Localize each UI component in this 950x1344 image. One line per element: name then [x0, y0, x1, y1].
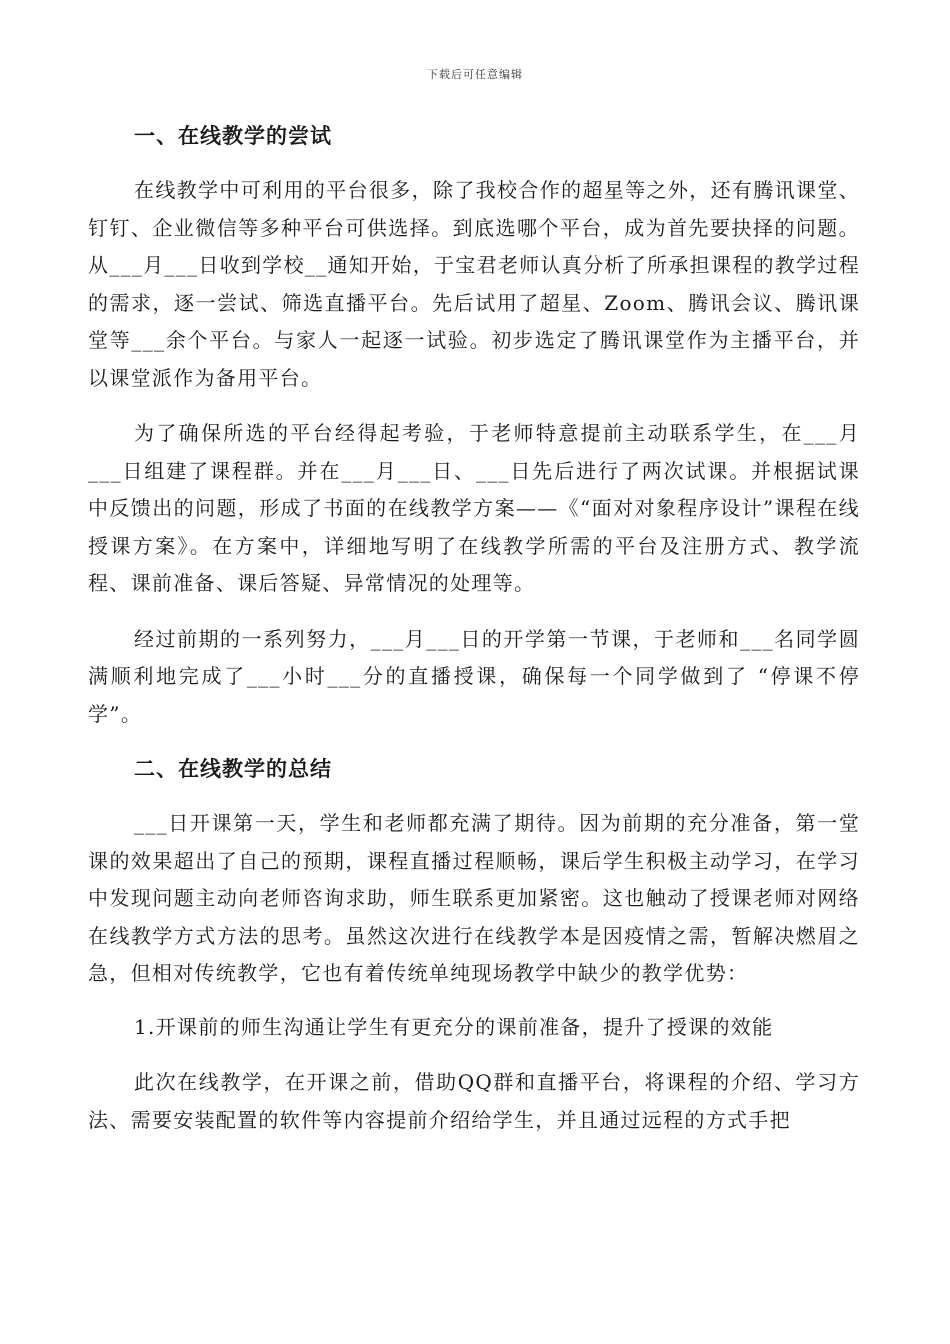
paragraph-first-lesson: 经过前期的一系列努力，___月___日的开学第一节课，于老师和___名同学圆满顺利地完成了___小时___分的直播授课，确保每一个同学做到了 “停课不停学”。: [88, 626, 860, 726]
section-heading-trial: 一、在线教学的尝试: [134, 124, 332, 148]
paragraph-first-day: ___日开课第一天，学生和老师都充满了期待。因为前期的充分准备，第一堂课的效果超出了自己的预期，课程直播过程顺畅，课后学生积极主动学习，在学习中发现问题主动向老师咨询求助，师生联系更加紧密。这也触动了授课老师对网络在线教学方式方法的思考。虽然这次进行在线教学本是因疫情之需，暂解决燃眉之急，但相对传统教学，它也有着传统单纯现场教学中缺少的教学优势：: [88, 811, 860, 985]
section-heading-summary: 二、在线教学的总结: [134, 757, 332, 781]
paragraph-trial-lessons: 为了确保所选的平台经得起考验，于老师特意提前主动联系学生，在___月___日组建了课程群。并在___月___日、___日先后进行了两次试课。并根据试课中反馈出的问题，形成了书面的在线教学方案——《“面对对象程序设计”课程在线授课方案》。在方案中，详细地写明了在线教学所需的平台及注册方式、教学流程、课前准备、课后答疑、异常情况的处理等。: [88, 421, 860, 595]
paragraph-platform-selection: 在线教学中可利用的平台很多，除了我校合作的超星等之外，还有腾讯课堂、钉钉、企业微信等多种平台可供选择。到底选哪个平台，成为首先要抉择的问题。从___月___日收到学校__通知开始，于宝君老师认真分析了所承担课程的教学过程的需求，逐一尝试、筛选直播平台。先后试用了超星、Zoom、腾讯会议、腾讯课堂等___余个平台。与家人一起逐一试验。初步选定了腾讯课堂作为主播平台，并以课堂派作为备用平台。: [88, 178, 860, 390]
list-item-advantage-1: 1.开课前的师生沟通让学生有更充分的课前准备，提升了授课的效能: [134, 1014, 774, 1039]
document-body: [88, 118, 860, 1157]
paragraph-pre-class: 此次在线教学，在开课之前，借助QQ群和直播平台，将课程的介绍、学习方法、需要安装配置的软件等内容提前介绍给学生，并且通过远程的方式手把: [88, 1070, 860, 1132]
header-note: 下载后可任意编辑: [427, 68, 523, 81]
